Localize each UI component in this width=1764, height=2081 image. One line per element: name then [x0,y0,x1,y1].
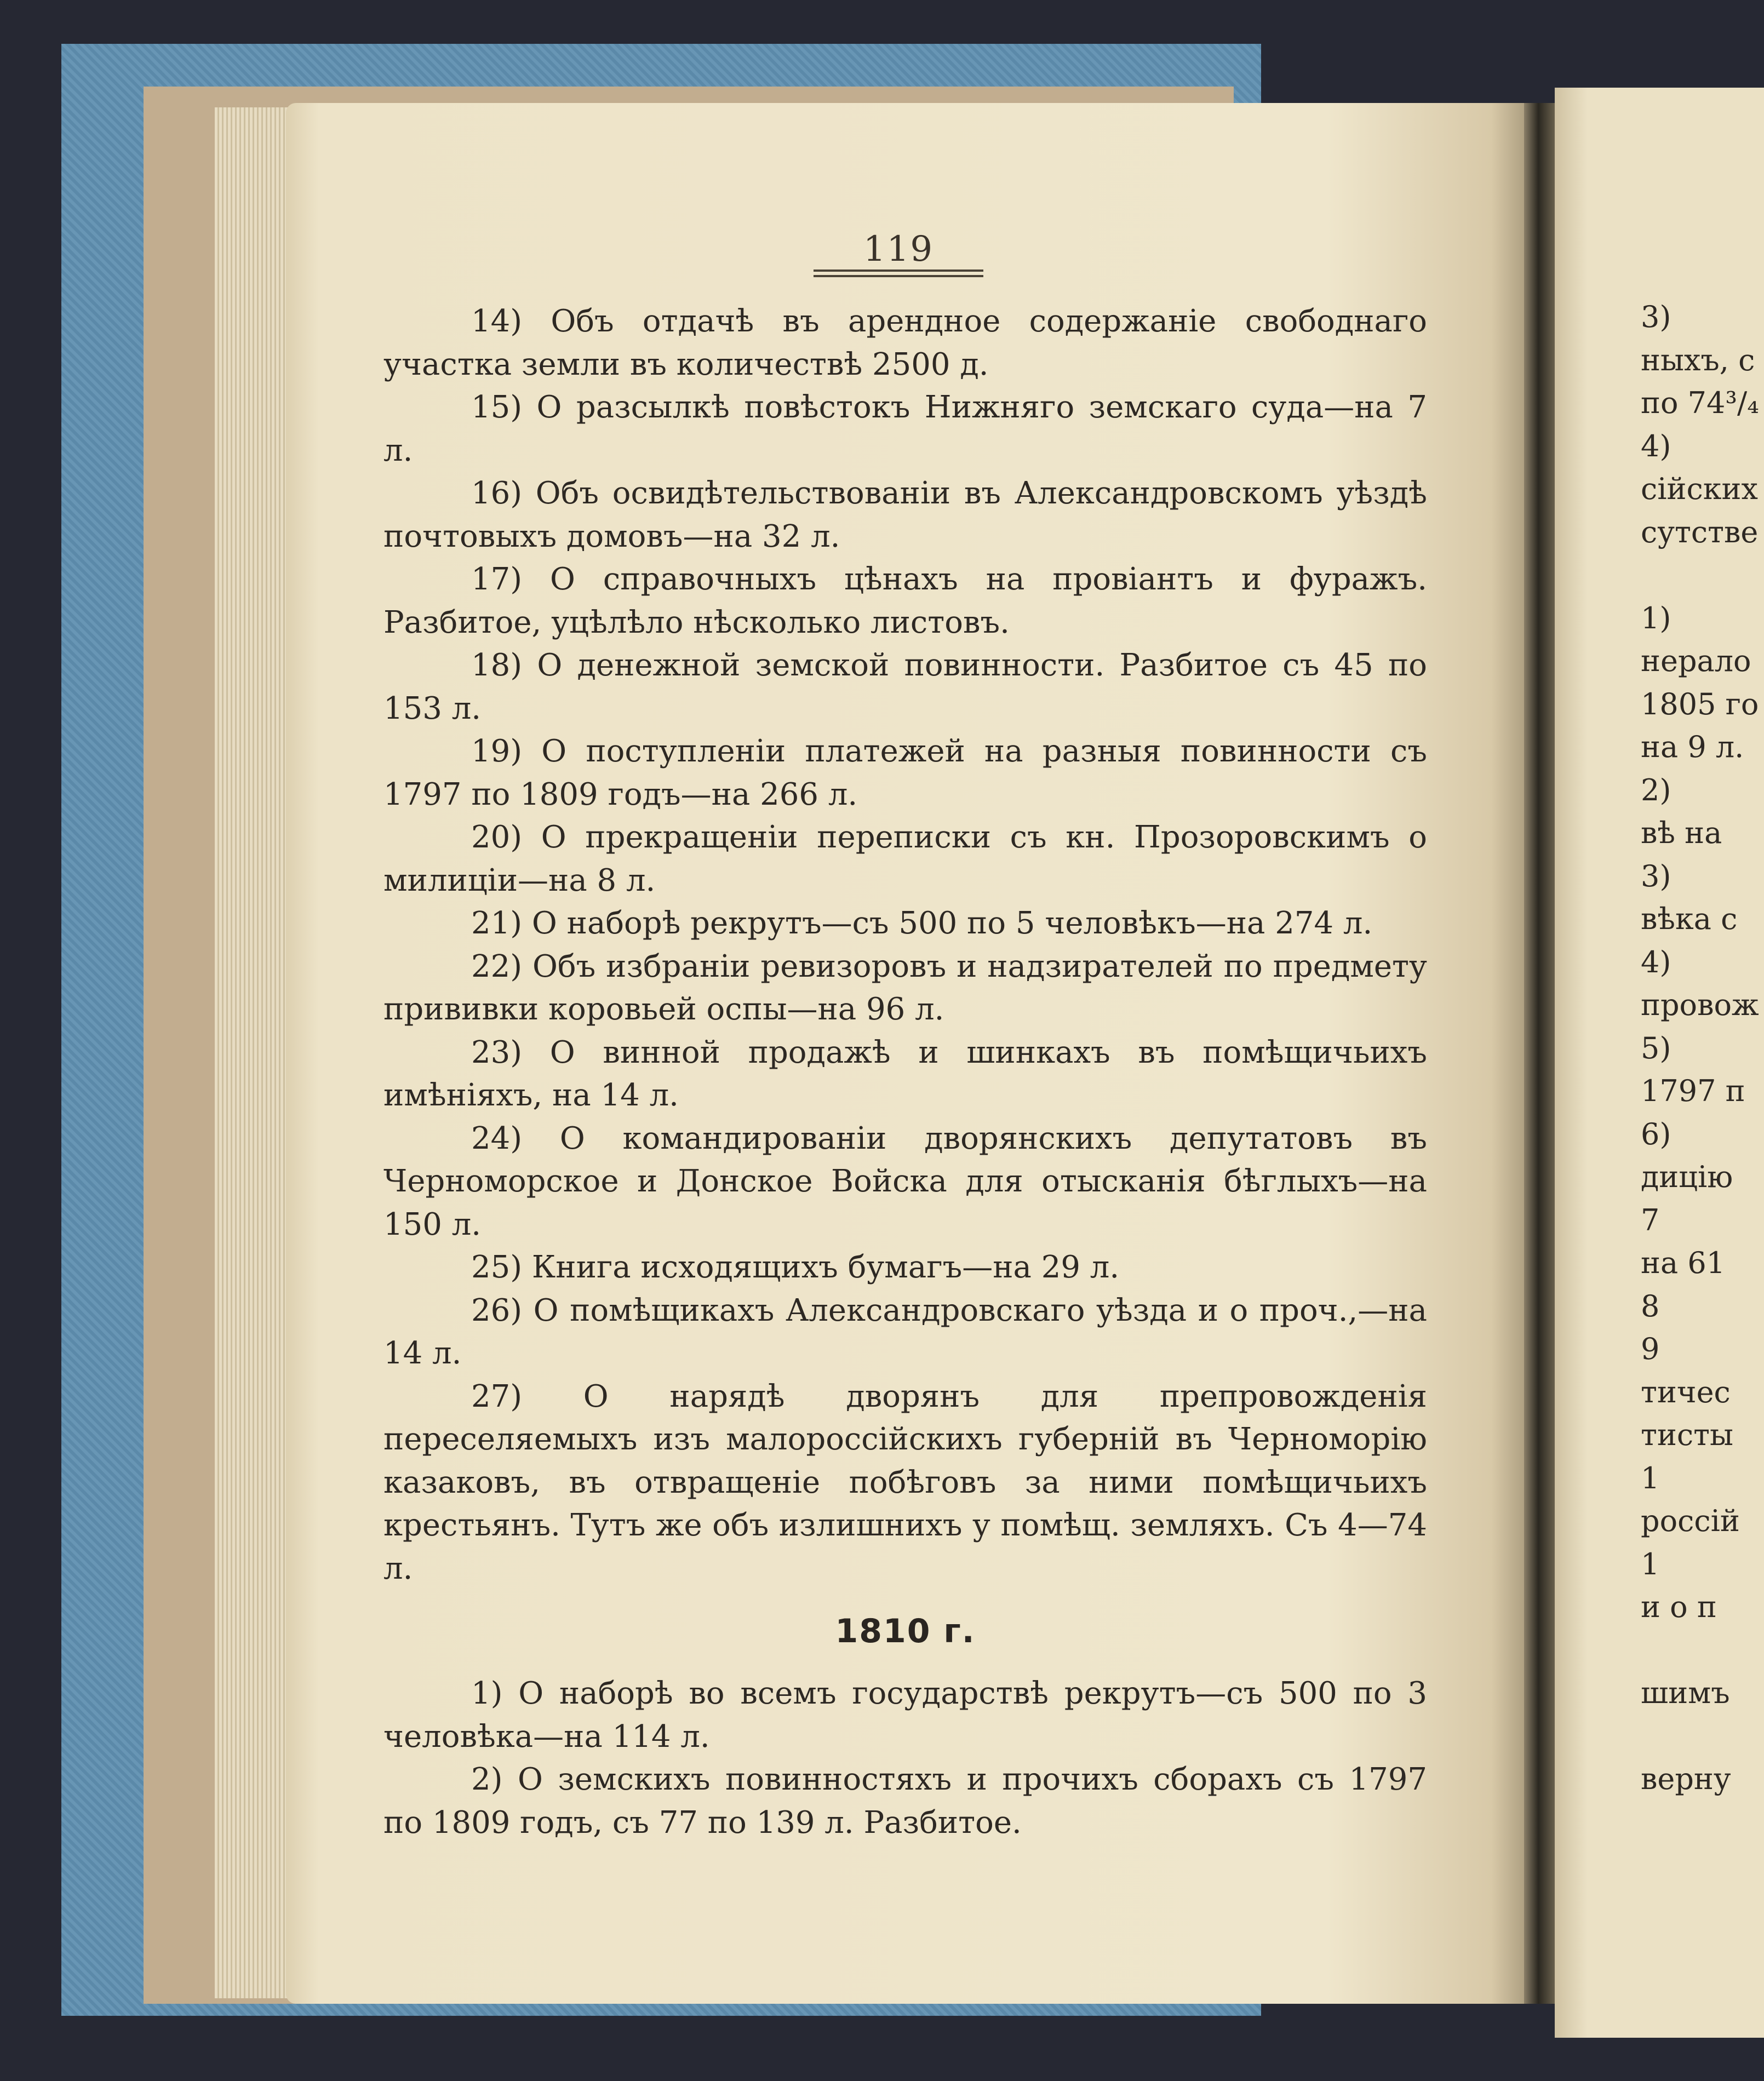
entry-1809-26: 26) О помѣщикахъ Александровскаго уѣзда и о проч.,—на 14 л. [383,1292,1427,1371]
entry-1809-24: 24) О командированіи дворянскихъ депутатовъ въ Черноморское и Донское Войска для отысканія бѣглыхъ—на 150 л. [383,1120,1427,1242]
page-number-rule [814,270,983,277]
entry-1809-22: 22) Объ избраніи ревизоровъ и надзирателей по предмету прививки коровьей оспы—на 96 л. [383,948,1427,1027]
right-fragment-line: вѣка с [1641,902,1738,936]
right-fragment-line: провож [1641,988,1759,1022]
entry-1810-1: 1) О наборѣ во всемъ государствѣ рекрутъ—съ 500 по 3 человѣка—на 114 л. [383,1676,1427,1755]
right-fragment-line: 3) [1641,300,1671,334]
right-fragment-line: верну [1641,1762,1731,1796]
right-fragment-line: 1 [1641,1546,1660,1581]
entry-1809-20: 20) О прекращеніи переписки съ кн. Прозоровскимъ о милиціи—на 8 л. [383,819,1427,898]
right-fragment-line [1641,1629,1764,1672]
right-fragment-line: 9 [1641,1332,1660,1366]
book-gutter [1524,103,1556,2004]
year-heading-1810: 1810 г. [835,1612,976,1650]
right-fragment-line [1641,554,1764,597]
right-fragment-line: 8 [1641,1288,1660,1323]
entry-1809-27: 27) О нарядѣ дворянъ для препровожденія переселяемыхъ изъ малороссійскихъ губерній въ Черноморію казаковъ, въ отвращеніе побѣговъ за ними помѣщичьихъ крестьянъ. Тутъ же объ излишнихъ у помѣщ. земляхъ. Съ 4—74 л. [383,1378,1427,1586]
right-fragment-line: тичес [1641,1374,1731,1409]
right-fragment-line: на 61 [1641,1246,1726,1280]
right-fragment-line: тисты [1641,1418,1733,1452]
entry-1809-17: 17) О справочныхъ цѣнахъ на провіантъ и фуражъ. Разбитое, уцѣлѣло нѣсколько листовъ. [383,561,1427,640]
entry-1809-21: 21) О наборѣ рекрутъ—съ 500 по 5 человѣкъ—на 274 л. [471,905,1373,941]
entry-1810-2: 2) О земскихъ повинностяхъ и прочихъ сборахъ съ 1797 по 1809 годъ, съ 77 по 139 л. Разбитое. [383,1762,1427,1841]
right-fragment-line: сутстве [1641,514,1759,549]
entry-1809-19: 19) О поступленіи платежей на разныя повинности съ 1797 по 1809 годъ—на 266 л. [383,733,1427,812]
right-fragment-line: 1797 п [1641,1074,1745,1108]
right-fragment-line: 7 [1641,1202,1660,1237]
right-fragment-line: вѣ на [1641,816,1722,850]
right-fragment-line: и о п [1641,1590,1717,1624]
right-fragment-line: сійских [1641,472,1758,506]
right-fragment-line: дицію [1641,1160,1733,1194]
right-fragment-line: 3) [1641,858,1671,893]
entry-1809-14: 14) Объ отдачѣ въ арендное содержаніе свободнаго участка земли въ количествѣ 2500 д. [383,303,1427,382]
right-fragment-line: на 9 л. [1641,730,1744,764]
right-fragment-line [1641,1715,1764,1758]
right-fragment-line: нерало [1641,644,1751,678]
entry-1809-18: 18) О денежной земской повинности. Разбитое съ 45 по 153 л. [383,647,1427,726]
right-fragment-line: 1 [1641,1460,1660,1495]
right-fragment-line: 4) [1641,944,1671,979]
right-fragment-line: ныхъ, с [1641,342,1755,377]
entry-1809-23: 23) О винной продажѣ и шинкахъ въ помѣщичьихъ имѣніяхъ, на 14 л. [383,1034,1427,1113]
left-page-text [383,300,1427,1844]
entry-1809-16: 16) Объ освидѣтельствованіи въ Александровскомъ уѣздѣ почтовыхъ домовъ—на 32 л. [383,475,1427,554]
entry-1809-15: 15) О разсылкѣ повѣстокъ Нижняго земскаго суда—на 7 л. [383,389,1427,468]
right-fragment-line: 1) [1641,600,1671,635]
right-fragment-line: россій [1641,1504,1740,1538]
right-fragment-line: по 74³/₄ [1641,386,1759,420]
right-fragment-line: 5) [1641,1030,1671,1065]
right-fragment-line: 4) [1641,428,1671,463]
page-number: 119 [863,229,934,270]
entry-1809-25: 25) Книга исходящихъ бумагъ—на 29 л. [471,1249,1120,1285]
right-fragment-line: шимъ [1641,1676,1730,1710]
right-page-fragments [1641,296,1764,1801]
right-fragment-line: 6) [1641,1116,1671,1151]
right-fragment-line: 2) [1641,772,1671,807]
right-fragment-line: 1805 го [1641,686,1759,721]
